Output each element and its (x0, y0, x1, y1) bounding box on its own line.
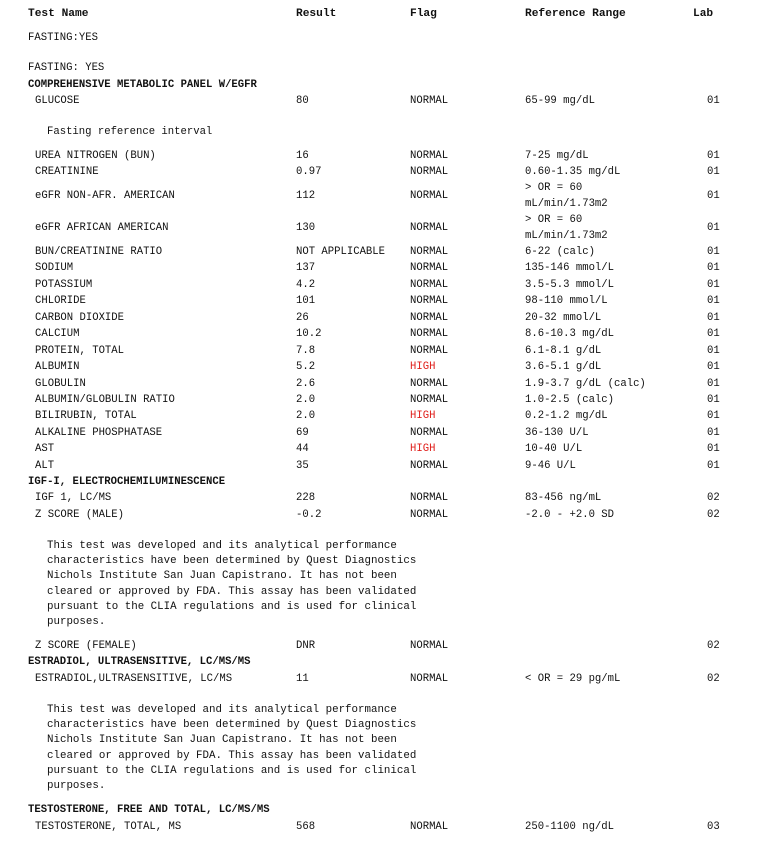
test-result: 2.6 (296, 378, 316, 390)
column-header-result: Result (296, 8, 337, 20)
test-name: CHLORIDE (35, 295, 86, 307)
test-result: 568 (296, 821, 316, 833)
test-result: 2.0 (296, 394, 316, 406)
test-flag: NORMAL (410, 509, 449, 521)
test-reference-range: < OR = 29 pg/mL (525, 673, 621, 685)
test-name: PROTEIN, TOTAL (35, 345, 125, 357)
test-lab: 03 (707, 821, 720, 833)
test-flag: NORMAL (410, 246, 449, 258)
test-result: 4.2 (296, 279, 316, 291)
test-lab: 02 (707, 673, 720, 685)
fasting-note: FASTING: YES (28, 62, 105, 74)
test-flag: NORMAL (410, 492, 449, 504)
test-name: TESTOSTERONE, TOTAL, MS (35, 821, 182, 833)
test-lab: 01 (707, 460, 720, 472)
test-lab: 01 (707, 443, 720, 455)
test-reference-range: 83-456 ng/mL (525, 492, 602, 504)
test-lab: 01 (707, 312, 720, 324)
test-result: DNR (296, 640, 316, 652)
test-lab: 01 (707, 95, 720, 107)
test-reference-range: 8.6-10.3 mg/dL (525, 328, 615, 340)
column-header-reference-range: Reference Range (525, 8, 626, 20)
test-lab: 01 (707, 328, 720, 340)
test-reference-range: 0.2-1.2 mg/dL (525, 410, 608, 422)
test-reference-range: 98-110 mmol/L (525, 295, 608, 307)
test-result: 80 (296, 95, 309, 107)
disclaimer-paragraph: This test was developed and its analytical performance characteristics have been determined by Quest Diagnostics Nichols Institute San Juan Capistrano. It has not been cleared or approved by FDA. This assay has been validated pursuant to the CLIA regulations and is used for clinical purposes. (47, 540, 417, 629)
column-header-test-name: Test Name (28, 8, 89, 20)
test-reference-range: 3.6-5.1 g/dL (525, 361, 602, 373)
fasting-reference-note: Fasting reference interval (47, 126, 213, 138)
test-reference-range-unit: mL/min/1.73m2 (525, 198, 608, 210)
test-lab: 02 (707, 492, 720, 504)
test-name: CREATININE (35, 166, 99, 178)
test-result: 0.97 (296, 166, 322, 178)
test-reference-range: > OR = 60 (525, 182, 583, 194)
test-flag: NORMAL (410, 222, 449, 234)
test-flag: NORMAL (410, 166, 449, 178)
column-header-flag: Flag (410, 8, 437, 20)
test-name: CARBON DIOXIDE (35, 312, 125, 324)
section-title-igf: IGF-I, ELECTROCHEMILUMINESCENCE (28, 476, 226, 488)
test-result: 137 (296, 262, 316, 274)
test-reference-range: 0.60-1.35 mg/dL (525, 166, 621, 178)
test-result: 130 (296, 222, 316, 234)
test-result: 16 (296, 150, 309, 162)
test-flag: NORMAL (410, 378, 449, 390)
test-name: BUN/CREATININE RATIO (35, 246, 163, 258)
test-result: 10.2 (296, 328, 322, 340)
test-name: eGFR NON-AFR. AMERICAN (35, 190, 175, 202)
test-result: 35 (296, 460, 309, 472)
disclaimer-paragraph: This test was developed and its analytical performance characteristics have been determined by Quest Diagnostics Nichols Institute San Juan Capistrano. It has not been cleared or approved by FDA. This assay has been validated pursuant to the CLIA regulations and is used for clinical purposes. (47, 704, 417, 793)
test-flag: NORMAL (410, 328, 449, 340)
test-result: 112 (296, 190, 316, 202)
test-lab: 01 (707, 279, 720, 291)
fasting-note: FASTING:YES (28, 32, 98, 44)
section-title-testosterone: TESTOSTERONE, FREE AND TOTAL, LC/MS/MS (28, 804, 270, 816)
test-reference-range: 36-130 U/L (525, 427, 589, 439)
test-name: Z SCORE (FEMALE) (35, 640, 137, 652)
test-flag: NORMAL (410, 279, 449, 291)
test-lab: 01 (707, 295, 720, 307)
test-name: ALKALINE PHOSPHATASE (35, 427, 163, 439)
test-reference-range: -2.0 - +2.0 SD (525, 509, 615, 521)
test-name: eGFR AFRICAN AMERICAN (35, 222, 169, 234)
test-name: ALBUMIN (35, 361, 80, 373)
test-flag: NORMAL (410, 150, 449, 162)
test-reference-range: 20-32 mmol/L (525, 312, 602, 324)
test-lab: 01 (707, 410, 720, 422)
test-lab: 01 (707, 378, 720, 390)
test-reference-range: 7-25 mg/dL (525, 150, 589, 162)
test-result: 7.8 (296, 345, 316, 357)
test-name: GLUCOSE (35, 95, 80, 107)
test-flag: NORMAL (410, 95, 449, 107)
test-reference-range: 9-46 U/L (525, 460, 576, 472)
test-reference-range: 65-99 mg/dL (525, 95, 595, 107)
test-name: ESTRADIOL,ULTRASENSITIVE, LC/MS (35, 673, 233, 685)
test-flag: NORMAL (410, 427, 449, 439)
test-lab: 01 (707, 345, 720, 357)
test-flag-high: HIGH (410, 410, 436, 422)
test-lab: 01 (707, 361, 720, 373)
test-lab: 01 (707, 262, 720, 274)
test-name: GLOBULIN (35, 378, 86, 390)
test-reference-range: 1.0-2.5 (calc) (525, 394, 615, 406)
test-lab: 01 (707, 394, 720, 406)
test-lab: 01 (707, 246, 720, 258)
test-reference-range: 10-40 U/L (525, 443, 583, 455)
test-flag: NORMAL (410, 673, 449, 685)
test-result: 26 (296, 312, 309, 324)
test-flag: NORMAL (410, 190, 449, 202)
test-result: 5.2 (296, 361, 316, 373)
test-result: 228 (296, 492, 316, 504)
test-flag: NORMAL (410, 312, 449, 324)
test-flag: NORMAL (410, 640, 449, 652)
test-name: AST (35, 443, 55, 455)
test-name: ALBUMIN/GLOBULIN RATIO (35, 394, 175, 406)
test-result: -0.2 (296, 509, 322, 521)
test-flag-high: HIGH (410, 443, 436, 455)
test-reference-range: 135-146 mmol/L (525, 262, 615, 274)
test-reference-range: 6.1-8.1 g/dL (525, 345, 602, 357)
test-lab: 01 (707, 222, 720, 234)
column-header-lab: Lab (693, 8, 714, 20)
test-name: ALT (35, 460, 55, 472)
test-reference-range: > OR = 60 (525, 214, 583, 226)
test-name: Z SCORE (MALE) (35, 509, 125, 521)
test-name: UREA NITROGEN (BUN) (35, 150, 156, 162)
test-lab: 01 (707, 190, 720, 202)
test-reference-range: 250-1100 ng/dL (525, 821, 615, 833)
test-result: NOT APPLICABLE (296, 246, 386, 258)
test-lab: 01 (707, 166, 720, 178)
test-reference-range: 3.5-5.3 mmol/L (525, 279, 615, 291)
test-name: CALCIUM (35, 328, 80, 340)
test-reference-range: 1.9-3.7 g/dL (calc) (525, 378, 646, 390)
test-name: SODIUM (35, 262, 74, 274)
test-lab: 01 (707, 150, 720, 162)
test-lab: 02 (707, 640, 720, 652)
test-flag: NORMAL (410, 821, 449, 833)
test-flag: NORMAL (410, 295, 449, 307)
test-flag: NORMAL (410, 345, 449, 357)
test-result: 69 (296, 427, 309, 439)
test-result: 101 (296, 295, 316, 307)
test-reference-range: 6-22 (calc) (525, 246, 595, 258)
test-name: IGF 1, LC/MS (35, 492, 112, 504)
test-lab: 02 (707, 509, 720, 521)
section-title-cmp: COMPREHENSIVE METABOLIC PANEL W/EGFR (28, 79, 257, 91)
test-name: BILIRUBIN, TOTAL (35, 410, 137, 422)
test-reference-range-unit: mL/min/1.73m2 (525, 230, 608, 242)
test-lab: 01 (707, 427, 720, 439)
test-flag: NORMAL (410, 394, 449, 406)
test-result: 11 (296, 673, 309, 685)
test-result: 44 (296, 443, 309, 455)
test-flag: NORMAL (410, 262, 449, 274)
test-flag: NORMAL (410, 460, 449, 472)
test-flag-high: HIGH (410, 361, 436, 373)
test-name: POTASSIUM (35, 279, 93, 291)
test-result: 2.0 (296, 410, 316, 422)
section-title-estradiol: ESTRADIOL, ULTRASENSITIVE, LC/MS/MS (28, 656, 251, 668)
